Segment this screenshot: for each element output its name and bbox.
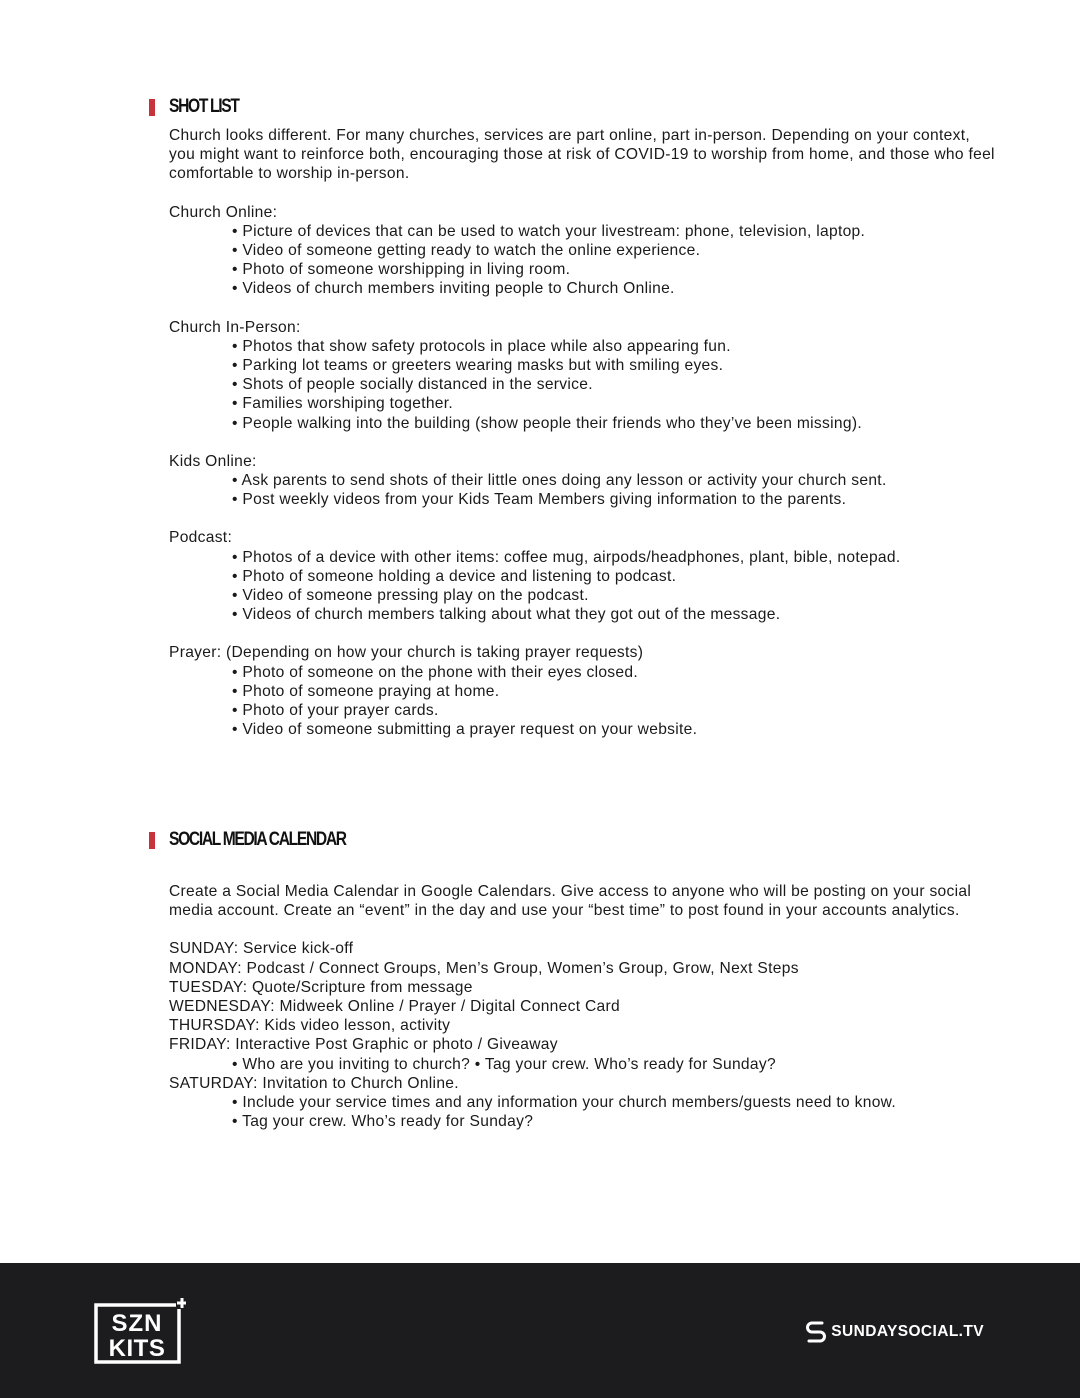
group-label-church-online: Church Online: (169, 203, 278, 221)
list-item: • Photo of someone holding a device and listening to podcast. (232, 567, 677, 585)
day-saturday-note: • Include your service times and any information your church members/guests need to know. (232, 1094, 897, 1112)
szn-line2: KITS (108, 1335, 166, 1362)
shot-list-heading (149, 96, 254, 118)
sunday-social-s-icon (805, 1320, 827, 1344)
group-label-prayer: Prayer: (Depending on how your church is taking prayer requests) (169, 644, 644, 662)
list-item: • Post weekly videos from your Kids Team Members giving information to the parents. (232, 491, 847, 509)
list-item: • Photos that show safety protocols in place while also appearing fun. (232, 337, 731, 355)
list-item: • Picture of devices that can be used to watch your livestream: phone, television, laptop. (232, 222, 866, 240)
list-item: • Ask parents to send shots of their little ones doing any lesson or activity your church sent. (232, 472, 887, 490)
social-calendar-heading (149, 829, 385, 851)
shot-list-title: SHOT LIST (169, 96, 239, 117)
group-label-podcast: Podcast: (169, 529, 233, 547)
list-item: • Video of someone getting ready to watch the online experience. (232, 242, 701, 260)
section-accent-bar (149, 832, 155, 849)
list-item: • Videos of church members inviting people to Church Online. (232, 280, 675, 298)
list-item: • Video of someone pressing play on the podcast. (232, 587, 589, 605)
list-item: • Photo of someone praying at home. (232, 682, 500, 700)
list-item: • Shots of people socially distanced in the service. (232, 376, 593, 394)
sunday-social-logo (805, 1320, 984, 1344)
list-item: • Photo of someone on the phone with their eyes closed. (232, 663, 638, 681)
shot-list-body (169, 126, 999, 739)
day-saturday: SATURDAY: Invitation to Church Online. (169, 1074, 459, 1092)
sunday-social-wordmark: SUNDAYSOCIAL.TV (831, 1323, 984, 1340)
day-saturday-note: • Tag your crew. Who’s ready for Sunday? (232, 1113, 534, 1131)
list-item: • Families worshiping together. (232, 395, 454, 413)
day-friday-note: • Who are you inviting to church? • Tag your crew. Who’s ready for Sunday? (232, 1055, 776, 1073)
day-monday: MONDAY: Podcast / Connect Groups, Men’s Group, Women’s Group, Grow, Next Steps (169, 959, 799, 977)
list-item: • People walking into the building (show people their friends who they’ve been missing). (232, 414, 862, 432)
group-label-church-in-person: Church In-Person: (169, 318, 301, 336)
day-wednesday: WEDNESDAY: Midweek Online / Prayer / Digital Connect Card (169, 998, 620, 1016)
social-calendar-body (169, 882, 999, 1131)
group-label-kids-online: Kids Online: (169, 452, 257, 470)
list-item: • Parking lot teams or greeters wearing masks but with smiling eyes. (232, 357, 724, 375)
day-friday: FRIDAY: Interactive Post Graphic or photo / Giveaway (169, 1036, 558, 1054)
list-item: • Video of someone submitting a prayer request on your website. (232, 721, 698, 739)
day-sunday: SUNDAY: Service kick-off (169, 940, 354, 958)
list-item: • Videos of church members talking about what they got out of the message. (232, 606, 781, 624)
szn-kits-logo (94, 1296, 186, 1366)
section-accent-bar (149, 99, 155, 116)
social-calendar-title: SOCIAL MEDIA CALENDAR (169, 829, 346, 850)
list-item: • Photo of your prayer cards. (232, 702, 439, 720)
szn-line1: SZN (111, 1310, 163, 1337)
social-calendar-intro: Create a Social Media Calendar in Google Calendars. Give access to anyone who will be posting on your social media account. Create an “event” in the day and use your “best time” to post found in your accounts analytics. (169, 883, 972, 920)
list-item: • Photo of someone worshipping in living room. (232, 261, 571, 279)
day-tuesday: TUESDAY: Quote/Scripture from message (169, 978, 473, 996)
day-thursday: THURSDAY: Kids video lesson, activity (169, 1017, 451, 1035)
list-item: • Photos of a device with other items: coffee mug, airpods/headphones, plant, bible, notepad. (232, 548, 901, 566)
shot-list-intro: Church looks different. For many churches, services are part online, part in-person. Depending on your context, you might want to reinforce both, encouraging those at risk of COVID-19 to worship from home, and those who feel comfortable to worship in-person. (169, 127, 995, 183)
